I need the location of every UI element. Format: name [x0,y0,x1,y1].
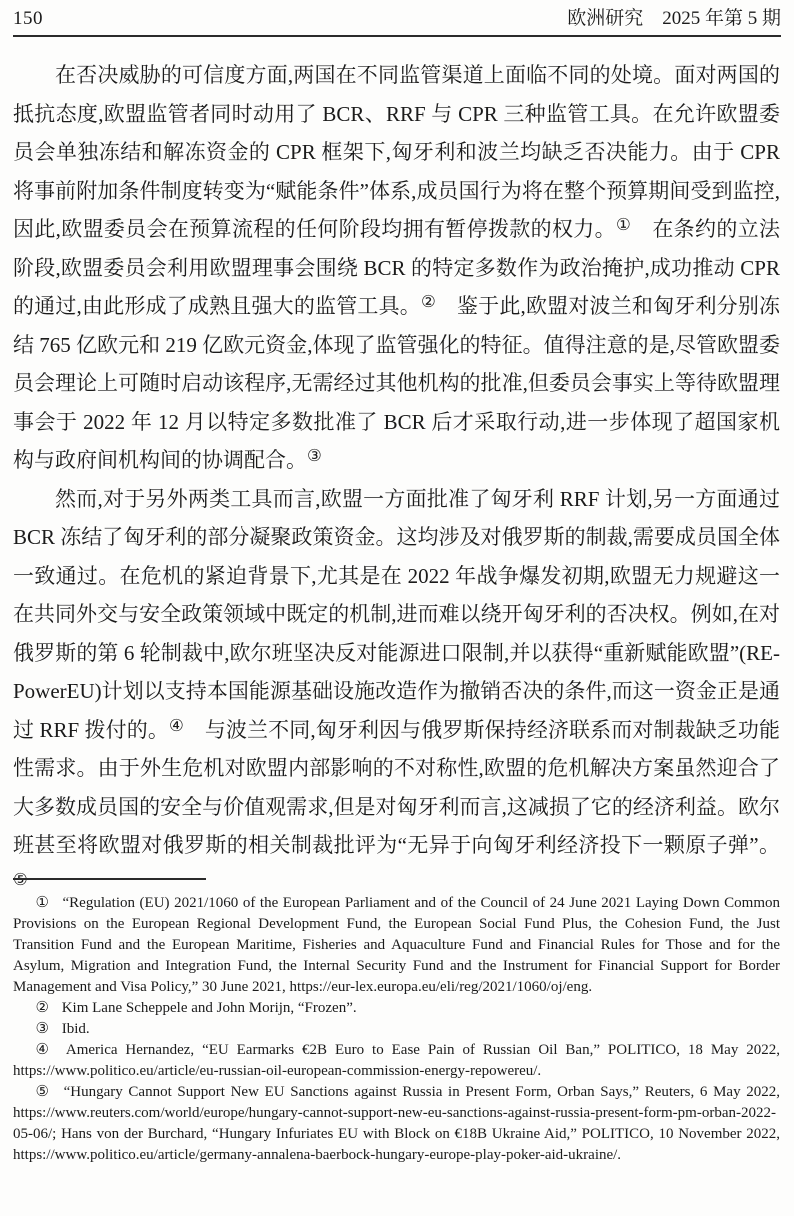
journal-issue-label: 欧洲研究 2025 年第 5 期 [567,8,781,29]
footnote-1 [13,893,780,998]
footnote-3-text: Ibid. [61,1021,90,1037]
footnote-3-marker: ③ [35,1021,49,1037]
footnote-5 [13,1082,780,1166]
footnote-separator-rule [13,878,206,880]
footnote-1-text: “Regulation (EU) 2021/1060 of the European Parliament and of the Council of 24 June 2021 Laying Down Common Provisions on the European Regional Development Fund, the European Social Fund Plus, the Cohesion Fund, the Just Transition Fund and the European Maritime, Fisheries and Aquaculture Fund and Financial Rules for Those and for the Asylum, Migration and Integration Fund, the Internal Security Fund and the Instrument for Financial Support for Border Management and Visa Policy,” 30 June 2021, https://eur-lex.europa.eu/eli/reg/2021/1060/oj/eng. [13,895,780,995]
footnote-4 [13,1040,780,1082]
footnote-5-marker: ⑤ [35,1084,51,1100]
footnotes-section [13,893,780,1166]
page-number: 150 [13,8,43,29]
footnote-2-marker: ② [35,1000,49,1016]
body-paragraph-2: 然而,对于另外两类工具而言,欧盟一方面批准了匈牙利 RRF 计划,另一方面通过 BCR 冻结了匈牙利的部分凝聚政策资金。这均涉及对俄罗斯的制裁,需要成员国全体一致通过。在危机的紧迫背景下,尤其是在 2022 年战争爆发初期,欧盟无力规避这一在共同外交与安全政策领域中既定的机制,进而难以绕开匈牙利的否决权。例如,在对俄罗斯的第 6 轮制裁中,欧尔班坚决反对能源进口限制,并以获得“重新赋能欧盟”(RE-PowerEU)计划以支持本国能源基础设施改造作为撤销否决的条件,而这一资金正是通过 RRF 拨付的。④ 与波兰不同,匈牙利因与俄罗斯保持经济联系而对制裁缺乏功能性需求。由于外生危机对欧盟内部影响的不对称性,欧盟的危机解决方案虽然迎合了大多数成员国的安全与价值观需求,但是对匈牙利而言,这减损了它的经济利益。欧尔班甚至将欧盟对俄罗斯的相关制裁批评为“无异于向匈牙利经济投下一颗原子弹”。⑤ [13,486,780,889]
footnote-1-marker: ① [35,895,50,911]
footnote-5-text: “Hungary Cannot Support New EU Sanctions against Russia in Present Form, Orban Says,” Reuters, 6 May 2022, https://www.reuters.com/world/europe/hungary-cannot-support-new-eu-sanctions-against-russia-present-form-pm-orban-2022-05-06/; Hans von der Burchard, “Hungary Infuriates EU with Block on €18B Ukraine Aid,” POLITICO, 10 November 2022, https://www.politico.eu/article/germany-annalena-baerbock-hungary-europe-play-poker-aid-ukraine/. [13,1084,781,1163]
footnote-4-text: America Hernandez, “EU Earmarks €2B Euro to Ease Pain of Russian Oil Ban,” POLITICO, 18 May 2022, https://www.politico.eu/article/eu-russian-oil-european-commission-energy-repowereu/. [13,1042,780,1079]
body-paragraph-1: 在否决威胁的可信度方面,两国在不同监管渠道上面临不同的处境。面对两国的抵抗态度,欧盟监管者同时动用了 BCR、RRF 与 CPR 三种监管工具。在允许欧盟委员会单独冻结和解冻资金的 CPR 框架下,匈牙利和波兰均缺乏否决能力。由于 CPR 将事前附加条件制度转变为“赋能条件”体系,成员国行为将在整个预算期间受到监控,因此,欧盟委员会在预算流程的任何阶段均拥有暂停拨款的权力。① 在条约的立法阶段,欧盟委员会利用欧盟理事会围绕 BCR 的特定多数作为政治掩护,成功推动 CPR 的通过,由此形成了成熟且强大的监管工具。② 鉴于此,欧盟对波兰和匈牙利分别冻结 765 亿欧元和 219 亿欧元资金,体现了监管强化的特征。值得注意的是,尽管欧盟委员会理论上可随时启动该程序,无需经过其他机构的批准,但委员会事实上等待欧盟理事会于 2022 年 12 月以特定多数批准了 BCR 后才采取行动,进一步体现了超国家机构与政府间机构间的协调配合。③ [13,63,781,472]
footnote-4-marker: ④ [35,1042,54,1058]
footnote-3 [13,1019,780,1040]
footnote-2-text: Kim Lane Scheppele and John Morijn, “Frozen”. [61,1000,357,1016]
article-body [13,56,780,903]
footnote-2 [13,998,780,1019]
page-header [13,0,781,37]
